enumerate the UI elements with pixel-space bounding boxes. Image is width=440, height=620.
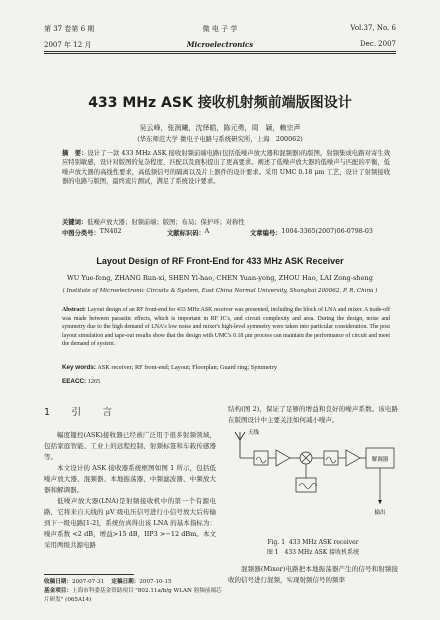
date-cn: 2007 年 12 月 xyxy=(44,41,92,49)
abstract-cn xyxy=(62,149,390,187)
keywords-cn-label: 关键词： xyxy=(62,219,88,226)
figure-caption xyxy=(228,538,398,558)
antenna-label: 天线 xyxy=(248,430,260,436)
article-number: 文章编号： 1004-3365(2007)06-0798-03 xyxy=(250,228,373,237)
authors-cn: 吴云峰，张润曦，沈怿皓，陈元勇，周 颖，赖宗声 xyxy=(139,124,301,132)
volume-issue-cn: 第 37 卷第 6 期 xyxy=(44,25,95,33)
if-filter-block xyxy=(324,451,338,465)
footnote xyxy=(44,578,222,605)
antenna-icon xyxy=(235,432,245,458)
affiliation-cn: (华东师范大学 微电子电路与系统研究所，上海 200062) xyxy=(137,135,303,143)
figure-caption-cn: 图 1 433 MHz ASK 接收机系统 xyxy=(266,549,360,556)
header-rule-thin xyxy=(44,53,396,54)
authors-en: WU Yue-feng, ZHANG Run-xi, SHEN Yi-hao, CHEN Yuan-yong, ZHOU Hao, LAI Zong-sheng xyxy=(67,274,373,282)
keywords-en-text: ASK receiver; RF front-end; Layout; Floorplan; Guard ring; Symmetry xyxy=(97,364,277,371)
volume-issue-en: Vol.37, No. 6 xyxy=(350,24,396,32)
abstract-en-label: Abstract: xyxy=(62,307,86,313)
footnote-rule xyxy=(44,574,134,575)
eeacc-label: EEACC: xyxy=(62,378,87,385)
output-label: 输出 xyxy=(374,510,386,516)
eeacc-value: 1265 xyxy=(87,378,101,385)
local-oscillator-block xyxy=(296,478,316,492)
title-cn: 433 MHz ASK 接收机射频前端版图设计 xyxy=(88,95,352,111)
paragraph: 本文设计的 ASK 接收器系统框图如图 1 所示，包括低噪声放大器、混频器、本地振荡器、中频滤波器、中频放大器和解调器。 xyxy=(44,464,216,494)
footnote-dates: 收稿日期：2007-07-31 定稿日期：2007-10-15 xyxy=(44,579,172,585)
journal-name-en: Microelectronics xyxy=(186,40,254,49)
filter-icon xyxy=(326,457,336,463)
keywords-en xyxy=(62,364,390,371)
journal-name-cn: 微 电 子 学 xyxy=(202,25,238,33)
abstract-cn-label: 摘 要： xyxy=(62,150,88,157)
date-en: Dec. 2007 xyxy=(360,40,396,48)
title-en: Layout Design of RF Front-End for 433 MHz ASK Receiver xyxy=(96,256,344,266)
right-column-bottom xyxy=(228,564,398,586)
right-column-top xyxy=(228,404,398,426)
keywords-en-label: Key words: xyxy=(62,364,96,371)
left-column xyxy=(44,404,216,551)
receiver-block-diagram xyxy=(232,424,400,532)
arrow-icon xyxy=(378,500,382,504)
figure-caption-en: Fig. 1 433 MHz ASK receiver xyxy=(267,539,359,546)
affiliation-en: ( Institute of Microelectronic Circuits & System, East China Normal University, Shanghai 200062, P. R. China ) xyxy=(62,288,378,294)
clc-number: 中图分类号： TN402 xyxy=(62,228,122,237)
abstract-en-text: Layout design of an RF front-end for 433 MHz ASK receiver was presented, including the block of LNA and mixer. A trade-off was made between parasitic effects, which is important in RF IC's, and circuit complexity and area. During the design, noise and symmetry due to the high demand of LNA's low noise and mixer's high-level symmetry were taken into particular consideration. The post layout simulation and tape-out results show that the design with UMC's 0.18 μm process can maintain the performance of circuit and meet the demand of system. xyxy=(62,307,390,348)
header-rule xyxy=(44,51,396,52)
paragraph: 混频器(Mixer)电路把本地振荡器产生的信号和射频接收的信号进行混频，实现射频信号的频率 xyxy=(228,565,398,584)
lna-amplifier-icon xyxy=(276,450,290,466)
abstract-cn-text: 设计了一款 433 MHz ASK 接收射频前端电路(包括低噪声放大器和混频器)的版图。射频集成电路对寄生效应特别敏感，设计对版图的复杂程度、匹配以及面积提出了更高要求。阐述了低噪声放大器的低噪声与匹配的平衡，低噪声放大器的高线性要求，高低频信号的隔离以及片上器件的设计要求。采用 UMC 0.18 μm 工艺，设计了射频接收器的电路与版图，最终流片测试，满足了系统设计要求。 xyxy=(62,150,391,186)
doc-code: 文献标识码： A xyxy=(167,228,210,237)
abstract-en xyxy=(62,306,390,349)
keywords-cn-text: 低噪声放大器；射频前端；版图；布局；保护环；对称性 xyxy=(87,219,245,226)
keywords-cn xyxy=(62,217,390,226)
paragraph: 结构(图 2)，保证了足够的增益和良好的噪声系数。该电路在版图设计中主要关注如何减小噪声。 xyxy=(228,405,398,424)
paragraph: 低噪声放大器(LNA)是射频接收机中的第一个有源电路，它将来自天线的 μV 级电压信号进行小信号放大后传输到下一级电路[1-2]，系统仿真得出该 LNA 的基本指标为：噪声系数 <2 dB，增益>15 dB，IIP3 >−12 dBm。本文采用两级共源电路 xyxy=(44,497,216,549)
oscillator-icon xyxy=(299,484,317,489)
rf-filter-block xyxy=(254,451,268,465)
paragraph: 幅度键控(ASK)接收器已经被广泛用于很多射频领域，包括家庭智能、工业上的远程控制、射频标签和车载传感器等。 xyxy=(44,431,216,461)
demodulator-label: 解调器 xyxy=(371,457,389,463)
eeacc xyxy=(62,378,390,385)
if-amplifier-icon xyxy=(346,450,360,466)
section-heading: 1 引 言 xyxy=(44,407,119,418)
filter-icon xyxy=(256,457,266,463)
footnote-fund: 基金项目：上海市科委基金资助项目 "802.11a/b/g WLAN 射频前端芯片研发" (065A14) xyxy=(44,588,222,603)
